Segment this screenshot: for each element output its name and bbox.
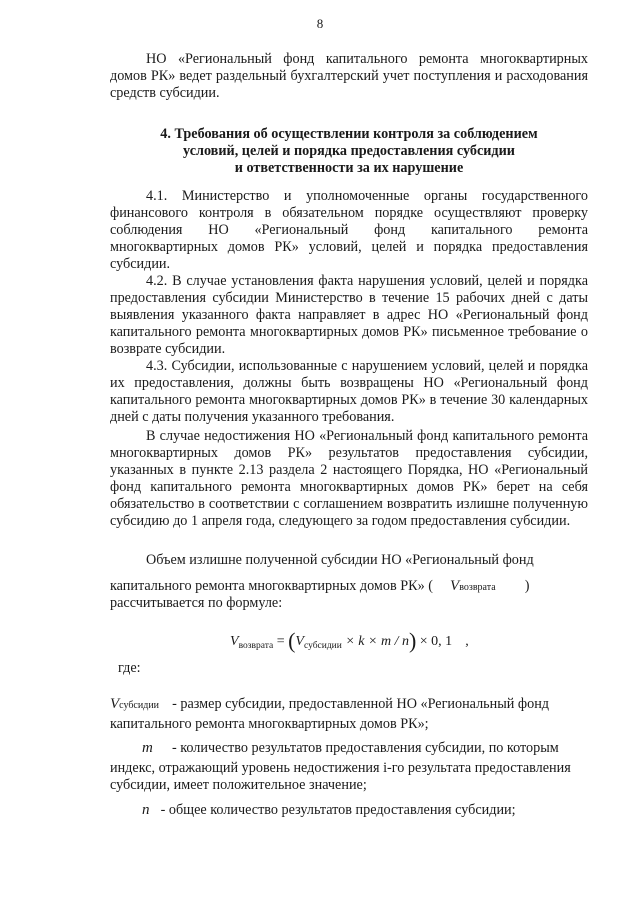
formula-lhs-var: V (230, 634, 239, 649)
section-heading-line1: 4. Требования об осуществлении контроля за соблюдением (160, 126, 538, 142)
formula-comma: , (465, 634, 469, 649)
formula-eq: = (276, 634, 285, 649)
definition-m-line3: субсидии, имеет положительное значение; (110, 777, 367, 793)
definition-n-line (142, 802, 516, 819)
paragraph-obem-line2-text: капитального ремонта многоквартирных домов РК» ( (110, 578, 433, 594)
definition-vsub-text1: - размер субсидии, предоставленной НО «Региональный фонд (172, 696, 550, 712)
paragraph-4-3 (110, 358, 588, 426)
formula-close-paren: ) (408, 628, 417, 653)
definition-vsub-line1 (110, 696, 549, 713)
formula-open-paren: ( (288, 628, 296, 653)
page-number: 8 (316, 16, 324, 31)
paragraph-4-1-text: 4.1. Министерство и уполномоченные органы государственного финансового контроля в обязательном порядке осуществляют проверку соблюдения НО «Региональный фонд капитального ремонта многоквартирных домов РК» условий, целей и порядка предоставления субсидии. (110, 188, 588, 272)
definition-vsub-line2: капитального ремонта многоквартирных домов РК»; (110, 716, 429, 732)
paragraph-obem (110, 552, 588, 569)
formula (230, 628, 469, 654)
paragraph-obem-line1: Объем излишне полученной субсидии НО «Региональный фонд (146, 552, 534, 568)
definition-m-line2: индекс, отражающий уровень недостижения i-го результата предоставления (110, 760, 571, 776)
paragraph-4-2 (110, 273, 588, 358)
m-symbol: m (142, 740, 153, 756)
paragraph-obem-close-paren: ) (524, 578, 530, 594)
formula-v-var: V (295, 634, 304, 649)
paragraph-nedostizhenie (110, 428, 588, 530)
formula-tail: × 0, 1 (419, 634, 453, 649)
definition-n-text: - общее количество результатов предоставления субсидии; (160, 802, 516, 818)
v-return-symbol: V (450, 578, 460, 594)
paragraph-obem-line3: рассчитывается по формуле: (110, 595, 283, 611)
vsub-symbol: V (110, 696, 120, 712)
paragraph-4-2-text: 4.2. В случае установления факта нарушения условий, целей и порядка предоставления субсидии Министерство в течение 15 рабочих дней с даты выявления указанного факта направляет в адрес НО «Региональный фонд капитального ремонта многоквартирных домов РК» письменное требование о возврате субсидии. (110, 273, 588, 357)
intro-paragraph (110, 51, 588, 102)
formula-v-sub: субсидии (303, 641, 342, 651)
definition-m-line1 (142, 740, 559, 757)
intro-text: НО «Региональный фонд капитального ремонта многоквартирных домов РК» ведет раздельный бухгалтерский учет поступления и расходования средств субсидии. (110, 51, 588, 101)
paragraph-4-1 (110, 188, 588, 273)
n-symbol: n (142, 802, 150, 818)
formula-lhs-sub: возврата (238, 641, 274, 651)
section-heading (110, 126, 588, 177)
paragraph-obem-line2 (110, 578, 529, 595)
paragraph-nedostizhenie-text: В случае недостижения НО «Региональный фонд капитального ремонта многоквартирных домов РК» результатов предоставления субсидии, указанных в пункте 2.13 раздела 2 настоящего Порядка, НО «Региональный фонд капитального ремонта многоквартирных домов РК» берет на себя обязательство в соответствии с соглашением возвратить излишне полученную субсидию до 1 апреля года, следующего за годом предоставления субсидии. (110, 428, 588, 529)
paragraph-4-3-text: 4.3. Субсидии, использованные с нарушением условий, целей и порядка их предоставления, должны быть возвращены НО «Региональный фонд капитального ремонта многоквартирных домов РК» в течение 30 календарных дней с даты получения указанного требования. (110, 358, 588, 425)
section-heading-line3: и ответственности за их нарушение (234, 160, 464, 176)
vsub-subscript: субсидии (119, 700, 160, 711)
definition-m-text1: - количество результатов предоставления субсидии, по которым (171, 740, 559, 756)
formula-k-m-n: × k × m / n (345, 634, 409, 649)
section-heading-line2: условий, целей и порядка предоставления субсидии (183, 143, 515, 159)
where-label: где: (118, 660, 141, 676)
v-return-subscript: возврата (459, 582, 496, 593)
